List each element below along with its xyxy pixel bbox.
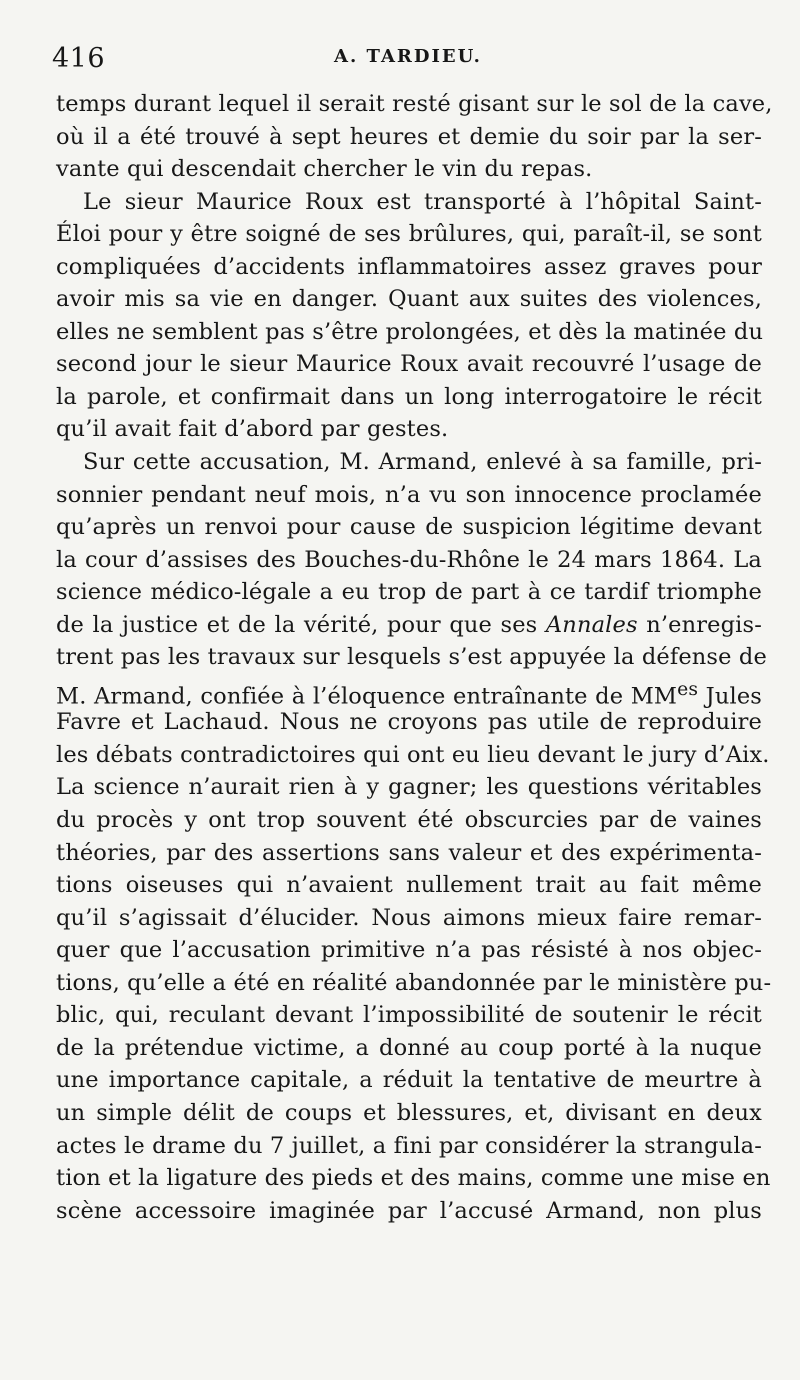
text-line: quer que l’accusation primitive n’a pas résisté à nos objec- — [56, 937, 762, 964]
text-line: Favre et Lachaud. Nous ne croyons pas utile de reproduire — [56, 709, 762, 736]
italic-title: Annales — [545, 611, 638, 638]
text-line: un simple délit de coups et blessures, et, divisant en deux — [56, 1099, 762, 1126]
page-header — [52, 42, 764, 78]
text-line: tions oiseuses qui n’avaient nullement trait au fait même — [56, 872, 762, 899]
text-line: second jour le sieur Maurice Roux avait recouvré l’usage de — [56, 351, 762, 378]
text-line: actes le drame du 7 juillet, a fini par considérer la strangula- — [56, 1132, 762, 1159]
text-span: de la justice et de la vérité, pour que ses — [56, 611, 538, 638]
text-line: la cour d’assises des Bouches-du-Rhône le 24 mars 1864. La — [56, 546, 762, 573]
text-line — [56, 674, 762, 710]
body-text — [56, 88, 773, 1227]
text-line: qu’après un renvoi pour cause de suspicion légitime devant — [56, 514, 762, 541]
text-line — [56, 609, 762, 642]
text-line: La science n’aurait rien à y gagner; les questions véritables — [56, 774, 762, 801]
running-head: A. TARDIEU. — [334, 46, 482, 67]
paragraph-first-line: Le sieur Maurice Roux est transporté à l’hôpital Saint- — [83, 188, 762, 215]
text-line: elles ne semblent pas s’être prolongées, et dès la matinée du — [56, 318, 764, 345]
text-line: tion et la ligature des pieds et des mains, comme une mise en — [56, 1165, 771, 1192]
text-line: théories, par des assertions sans valeur et des expérimenta- — [56, 839, 762, 866]
text-line: avoir mis sa vie en danger. Quant aux suites des violences, — [56, 286, 762, 313]
text-line: où il a été trouvé à sept heures et demie du soir par la ser- — [56, 123, 762, 150]
text-line: blic, qui, reculant devant l’impossibilité de soutenir le récit — [56, 1002, 762, 1029]
text-span: Jules — [705, 683, 762, 710]
paragraph-first-line: Sur cette accusation, M. Armand, enlevé à sa famille, pri- — [83, 449, 762, 476]
text-line: la parole, et confirmait dans un long interrogatoire le récit — [56, 383, 762, 410]
text-line: Éloi pour y être soigné de ses brûlures, qui, paraît-il, se sont — [56, 221, 762, 248]
text-line: qu’il s’agissait d’élucider. Nous aimons mieux faire remar- — [56, 904, 762, 931]
text-line: temps durant lequel il serait resté gisant sur le sol de la cave, — [56, 91, 773, 117]
text-line: les débats contradictoires qui ont eu lieu devant le jury d’Aix. — [56, 741, 770, 768]
text-line: compliquées d’accidents inflammatoires assez graves pour — [56, 253, 762, 280]
text-line: du procès y ont trop souvent été obscurcies par de vaines — [56, 807, 762, 834]
text-line: trent pas les travaux sur lesquels s’est appuyée la défense de — [56, 644, 767, 671]
text-span: n’enregis- — [646, 611, 762, 638]
text-line: science médico-légale a eu trop de part à ce tardif triomphe — [56, 579, 762, 606]
text-line: scène accessoire imaginée par l’accusé Armand, non plus — [56, 1197, 762, 1224]
superscript-abbreviation: es — [677, 678, 699, 700]
page-number: 416 — [52, 43, 106, 74]
text-span: M. Armand, confiée à l’éloquence entraînante de MM — [56, 683, 678, 710]
text-line: qu’il avait fait d’abord par gestes. — [56, 416, 449, 443]
text-line: tions, qu’elle a été en réalité abandonnée par le ministère pu- — [56, 969, 772, 996]
text-line: de la prétendue victime, a donné au coup porté à la nuque — [56, 1034, 762, 1061]
text-line: vante qui descendait chercher le vin du repas. — [56, 156, 593, 183]
text-line: sonnier pendant neuf mois, n’a vu son innocence proclamée — [56, 481, 762, 508]
text-line: une importance capitale, a réduit la tentative de meurtre à — [56, 1067, 762, 1094]
